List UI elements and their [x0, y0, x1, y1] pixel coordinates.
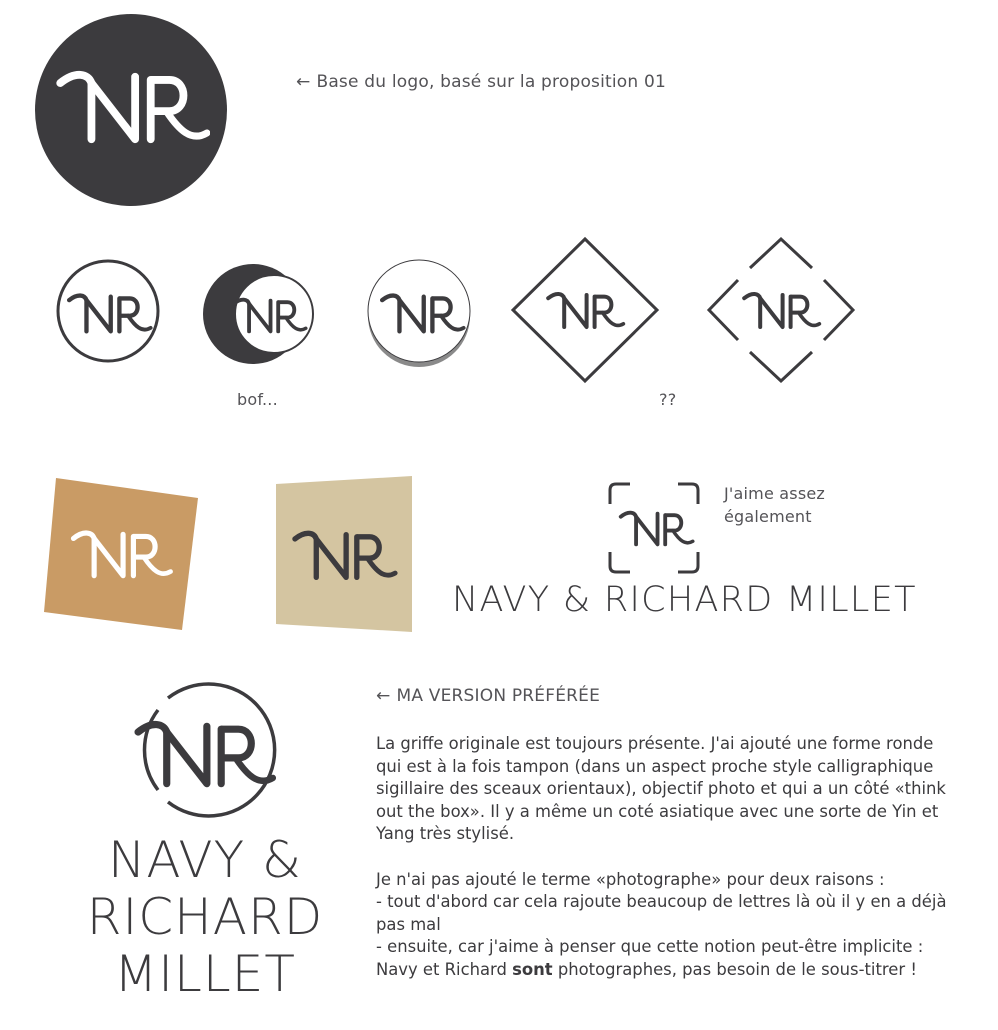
wordmark-stacked: [80, 832, 330, 1003]
variant-outline-circle: [55, 258, 161, 364]
variant-corner-frame: [608, 482, 700, 574]
variant-broken-diamond: [706, 236, 856, 386]
description-bullet-1: - tout d'abord car cela rajoute beaucoup de lettres là où il y en a déjà pas mal: [376, 892, 947, 934]
variant-diamond: [510, 236, 660, 386]
variant-crescent-circle: [202, 263, 314, 365]
main-logo-dark-circle: [34, 13, 228, 207]
arrow-left-icon: ←: [376, 686, 391, 706]
variant-shadow-circle: [364, 258, 474, 370]
base-logo-note: ← Base du logo, basé sur la proposition 01: [296, 72, 667, 92]
variant-orange-square: [42, 476, 200, 632]
wordmark-line-navy: NAVY &: [107, 831, 303, 889]
like-also-line1: J'aime assez: [724, 484, 826, 503]
bof-note: bof...: [237, 390, 278, 409]
preferred-title: ← MA VERSION PRÉFÉRÉE: [376, 686, 601, 706]
wordmark-line-richard: RICHARD: [86, 888, 324, 946]
wordmark-horizontal: NAVY & RICHARD MILLET: [452, 580, 917, 620]
arrow-left-icon: ←: [296, 72, 311, 92]
preferred-description: [376, 733, 951, 982]
like-also-line2: également: [724, 507, 812, 526]
question-note: ??: [659, 390, 677, 409]
like-also-note: [724, 482, 825, 528]
preferred-logo-mark: [128, 680, 280, 820]
description-paragraph-1: La griffe originale est toujours présente. J'ai ajouté une forme ronde qui est à la fois tampon (dans un aspect proche style calligraphique sigillaire des sceaux orientaux), objectif photo et qui a un côté «think out the box». Il y a même un coté asiatique avec une sorte de Yin et Yang très stylisé.: [376, 734, 946, 844]
variant-beige-square: [274, 474, 414, 634]
description-last-line: Navy et Richard sont photographes, pas besoin de le sous-titrer !: [376, 959, 917, 979]
wordmark-line-millet: MILLET: [114, 945, 296, 1003]
description-paragraph-2: Je n'ai pas ajouté le terme «photographe» pour deux raisons :: [376, 869, 885, 889]
description-bullet-2: - ensuite, car j'aime à penser que cette notion peut-être implicite :: [376, 937, 924, 957]
